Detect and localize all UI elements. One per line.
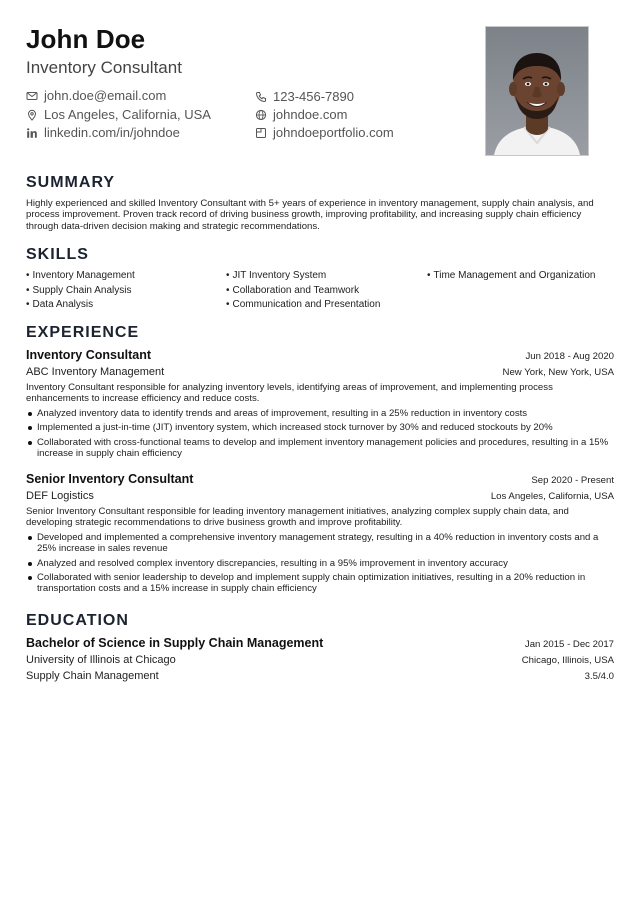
linkedin-text: linkedin.com/in/johndoe <box>44 125 180 140</box>
email-text: john.doe@email.com <box>44 88 167 103</box>
job-header <box>26 472 614 486</box>
list-item: Collaborated with senior leadership to develop and implement supply chain optimization initiatives, resulting in a 20% reduction in transportation costs and a 15% increase in supply chain efficiency <box>26 572 616 594</box>
job-company: ABC Inventory Management <box>26 366 165 378</box>
experience-heading: EXPERIENCE <box>26 324 140 341</box>
profile-photo <box>485 26 589 156</box>
skill-item: • JIT Inventory System <box>226 270 326 281</box>
portrait-image <box>486 27 588 155</box>
contact-portfolio[interactable] <box>255 125 394 140</box>
skill-item: • Supply Chain Analysis <box>26 285 131 296</box>
job-company-row <box>26 366 614 378</box>
summary-text: Highly experienced and skilled Inventory Consultant with 5+ years of experience in inventory management, supply chain analysis, and process improvement. Proven track record of driving business growth, improving profitability, and increasing supply chain efficiency through data-driven decision making and strategic recommendations. <box>26 198 594 232</box>
degree: Bachelor of Science in Supply Chain Management <box>26 636 324 650</box>
list-item: Collaborated with cross-functional teams to develop and implement inventory management policies and procedures, resulting in a 15% increase in supply chain efficiency <box>26 437 616 459</box>
education-heading: EDUCATION <box>26 612 129 629</box>
skill-item: • Inventory Management <box>26 270 135 281</box>
list-item: Developed and implemented a comprehensive inventory management strategy, resulting in a 40% reduction in inventory costs and a 25% increase in sales revenue <box>26 532 616 554</box>
gpa: 3.5/4.0 <box>584 671 614 682</box>
portfolio-icon <box>255 127 267 139</box>
job-header <box>26 348 614 362</box>
job-company-row <box>26 490 614 502</box>
skill-item: • Time Management and Organization <box>427 270 595 281</box>
contact-website[interactable] <box>255 107 347 122</box>
location-text: Los Angeles, California, USA <box>44 107 211 122</box>
skill-item: • Collaboration and Teamwork <box>226 285 359 296</box>
list-item: Implemented a just-in-time (JIT) inventory system, which increased stock turnover by 30% and reduced stockouts by 20% <box>26 422 616 433</box>
location-pin-icon <box>26 109 38 121</box>
job-location: New York, New York, USA <box>502 367 614 378</box>
job-dates: Jun 2018 - Aug 2020 <box>525 351 614 362</box>
job-role: Inventory Consultant <box>26 348 152 362</box>
contact-linkedin[interactable] <box>26 125 180 140</box>
job-company: DEF Logistics <box>26 490 94 502</box>
education-school-row <box>26 654 614 666</box>
phone-text: 123-456-7890 <box>273 89 354 104</box>
globe-icon <box>255 109 267 121</box>
job-title: Inventory Consultant <box>26 58 182 77</box>
job-description: Senior Inventory Consultant responsible for leading inventory management initiatives, analyzing complex supply chain data, and developing strategic recommendations to drive business growth and improve profitability. <box>26 506 569 529</box>
education-field-row <box>26 670 614 682</box>
portfolio-text: johndoeportfolio.com <box>273 125 394 140</box>
list-item: Analyzed inventory data to identify trends and areas of improvement, resulting in a 25% reduction in inventory costs <box>26 408 616 419</box>
list-item: Analyzed and resolved complex inventory discrepancies, resulting in a 95% improvement in inventory accuracy <box>26 558 616 569</box>
job-bullets <box>26 408 616 462</box>
school-location: Chicago, Illinois, USA <box>521 655 614 666</box>
skill-item: • Communication and Presentation <box>226 299 380 310</box>
job-dates: Sep 2020 - Present <box>531 475 614 486</box>
job-role: Senior Inventory Consultant <box>26 472 194 486</box>
skill-item: • Data Analysis <box>26 299 93 310</box>
education-dates: Jan 2015 - Dec 2017 <box>524 639 614 650</box>
job-bullets <box>26 532 616 598</box>
contact-location <box>26 107 211 122</box>
field-of-study: Supply Chain Management <box>26 670 159 682</box>
job-location: Los Angeles, California, USA <box>490 491 614 502</box>
contact-phone[interactable] <box>255 89 354 104</box>
phone-icon <box>255 91 267 103</box>
job-description: Inventory Consultant responsible for analyzing inventory levels, identifying areas of improvement, and implementing process enhancements to increase efficiency and reduce costs. <box>26 382 553 405</box>
school-name: University of Illinois at Chicago <box>26 654 176 666</box>
candidate-name: John Doe <box>26 24 146 54</box>
website-text: johndoe.com <box>273 107 348 122</box>
contact-email[interactable] <box>26 88 166 103</box>
skills-heading: SKILLS <box>26 246 89 263</box>
summary-heading: SUMMARY <box>26 174 116 191</box>
mail-icon <box>26 90 38 102</box>
linkedin-icon <box>26 127 38 139</box>
education-header <box>26 636 614 650</box>
